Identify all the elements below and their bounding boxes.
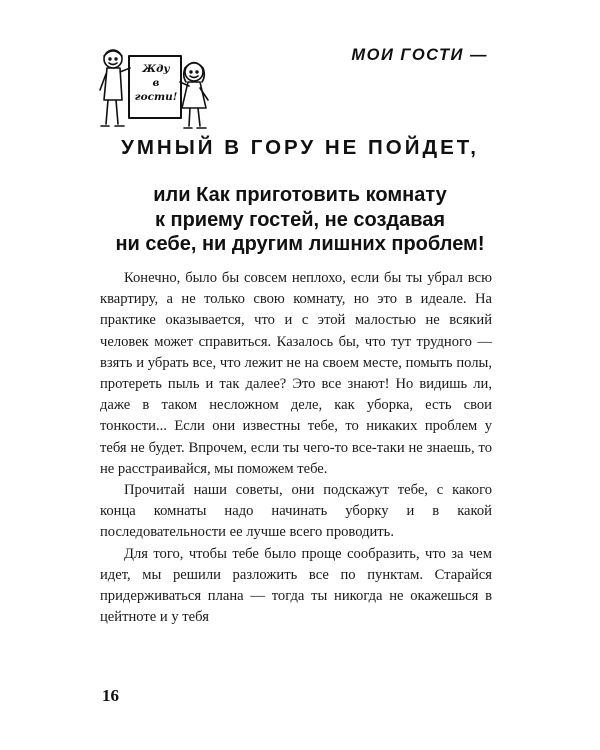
sign-line: Жду — [142, 63, 170, 75]
illustration-sign-text — [134, 62, 178, 104]
body-text — [100, 268, 492, 628]
subtitle-line: ни себе, ни другим лишних проблем! — [115, 233, 485, 255]
subtitle-line: или Как приготовить комнату — [153, 184, 447, 206]
header-illustration — [96, 42, 214, 134]
sign-line: в — [152, 77, 160, 89]
subtitle-line: к приему гостей, не создавая — [154, 208, 446, 231]
paragraph: Для того, чтобы тебе было проще сообразить, что за чем идет, мы решили разложить все по пунктам. Старайся придерживаться плана — тогда ты никогда не окажешься в цейтноте и у тебя — [100, 545, 492, 626]
paragraph: Конечно, было бы совсем неплохо, если бы ты убрал всю квартиру, а не только свою комнату, но это в идеале. На практике оказывается, что и с этой малостью не всякий человек может справиться. Казалось бы, что тут трудного — взять и убрать все, что лежит не на своем месте, помыть полы, протереть пыль и так далее? Это все знают! Но видишь ли, даже в таком несложном деле, как уборка, есть свои тонкости... Если они известны тебе, то никаких проблем у тебя не будет. Впрочем, если ты чего-то все-таки не знаешь, то не расстраивайся, мы поможем тебе. — [100, 270, 492, 477]
sign-line: гости! — [134, 91, 178, 103]
page-number: 16 — [102, 686, 119, 705]
paragraph: Прочитай наши советы, они подскажут тебе, с какого конца комнаты надо начинать уборку и в какой последовательности ее лучше всего проводить. — [100, 482, 492, 541]
chapter-title: УМНЫЙ В ГОРУ НЕ ПОЙДЕТ, — [121, 136, 479, 159]
running-head: МОИ ГОСТИ — — [351, 46, 488, 64]
chapter-subtitle — [0, 183, 600, 257]
